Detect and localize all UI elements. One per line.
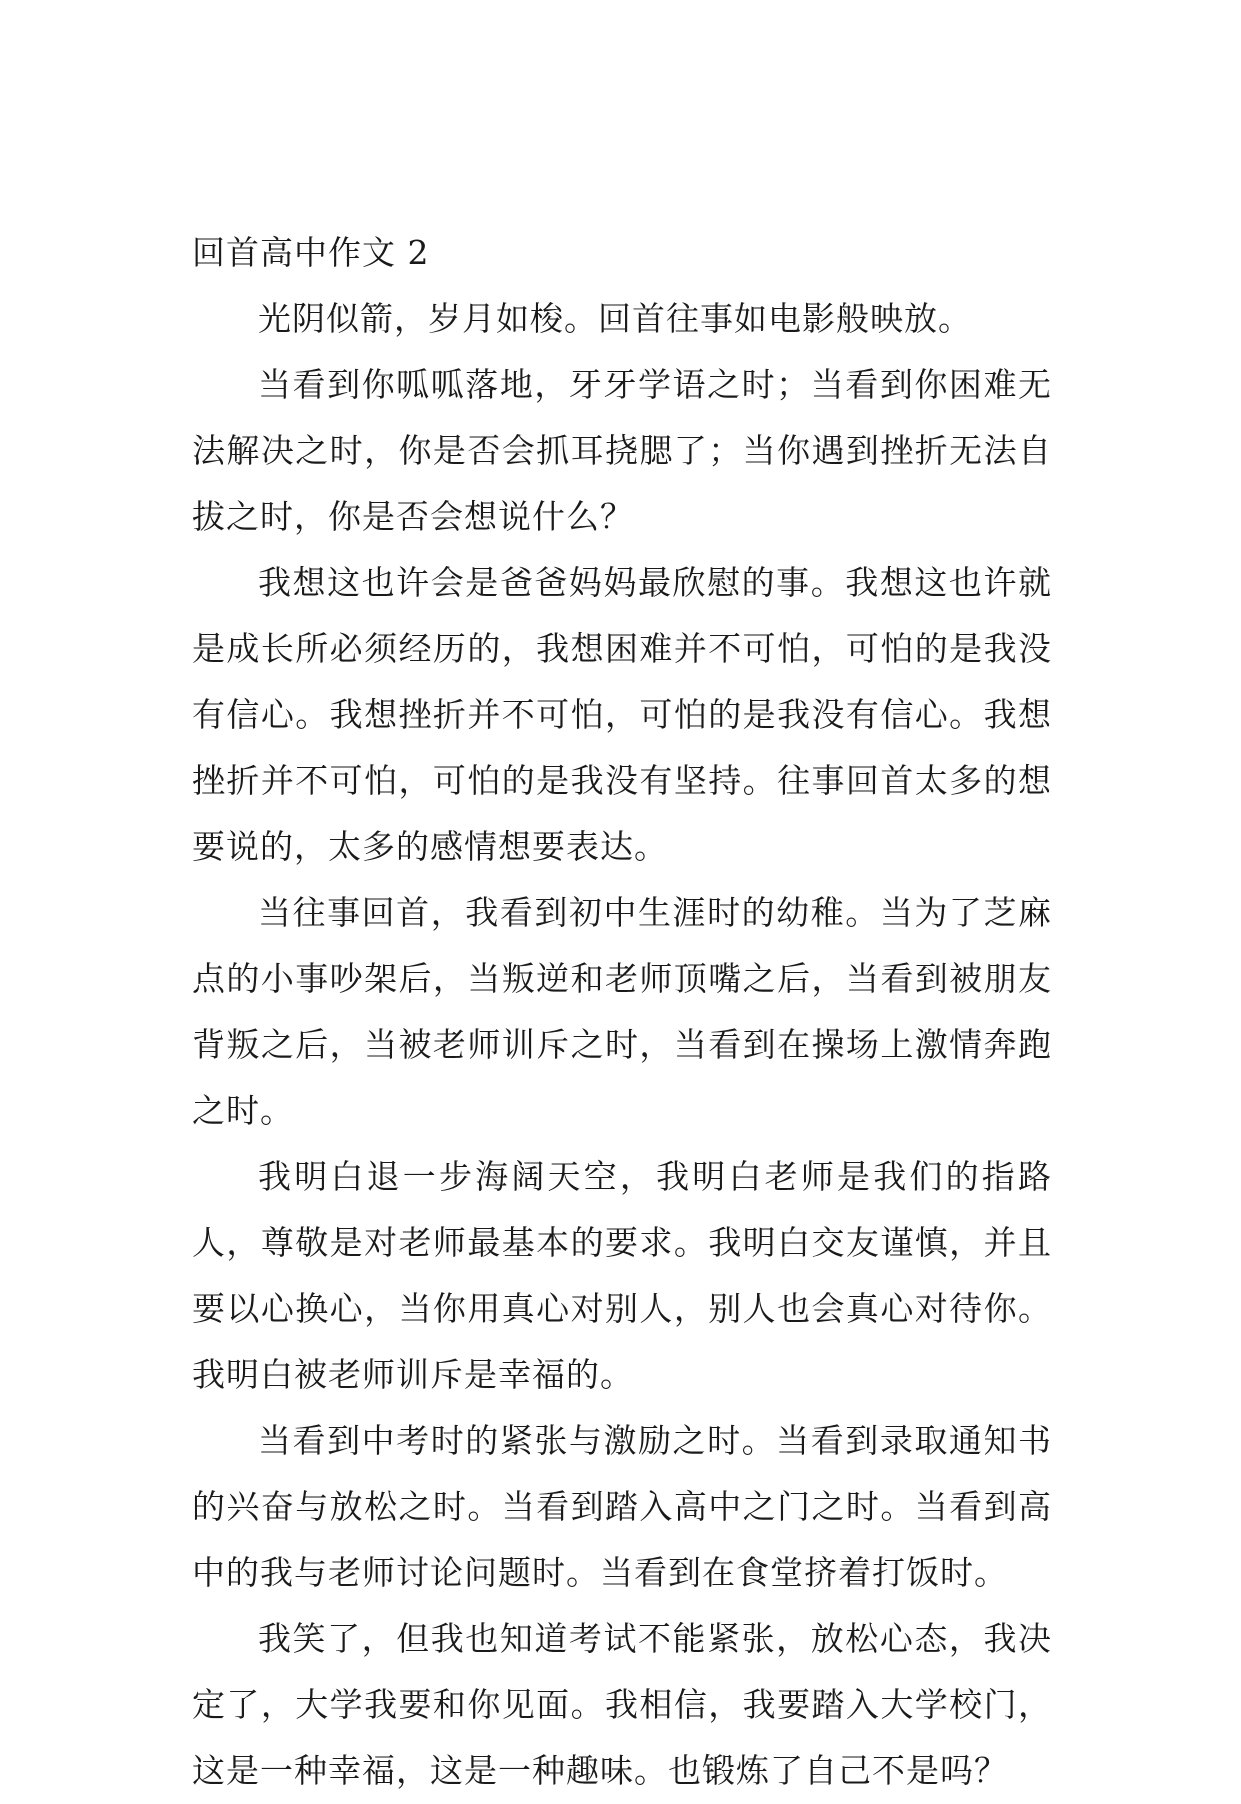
paragraph-6: 当看到中考时的紧张与激励之时。当看到录取通知书的兴奋与放松之时。当看到踏入高中之门之时。当看到高中的我与老师讨论问题时。当看到在食堂挤着打饭时。: [192, 1421, 1052, 1592]
paragraph-3: 我想这也许会是爸爸妈妈最欣慰的事。我想这也许就是成长所必须经历的，我想困难并不可怕，可怕的是我没有信心。我想挫折并不可怕，可怕的是我没有信心。我想挫折并不可怕，可怕的是我没有坚持。往事回首太多的想要说的，太多的感情想要表达。: [192, 563, 1052, 866]
paragraph-5: 我明白退一步海阔天空，我明白老师是我们的指路人，尊敬是对老师最基本的要求。我明白交友谨慎，并且要以心换心，当你用真心对别人，别人也会真心对待你。我明白被老师训斥是幸福的。: [192, 1157, 1052, 1394]
paragraph-1: 光阴似箭，岁月如梭。回首往事如电影般映放。: [258, 299, 972, 338]
paragraph-4: 当往事回首，我看到初中生涯时的幼稚。当为了芝麻点的小事吵架后，当叛逆和老师顶嘴之后，当看到被朋友背叛之后，当被老师训斥之时，当看到在操场上激情奔跑之时。: [192, 893, 1052, 1130]
document-title: 回首高中作文 2: [192, 233, 430, 272]
document-body: [192, 220, 1052, 1804]
paragraph-2: 当看到你呱呱落地，牙牙学语之时；当看到你困难无法解决之时，你是否会抓耳挠腮了；当你遇到挫折无法自拔之时，你是否会想说什么？: [192, 365, 1052, 536]
paragraph-7: 我笑了，但我也知道考试不能紧张，放松心态，我决定了，大学我要和你见面。我相信，我要踏入大学校门，这是一种幸福，这是一种趣味。也锻炼了自己不是吗？: [192, 1619, 1052, 1790]
